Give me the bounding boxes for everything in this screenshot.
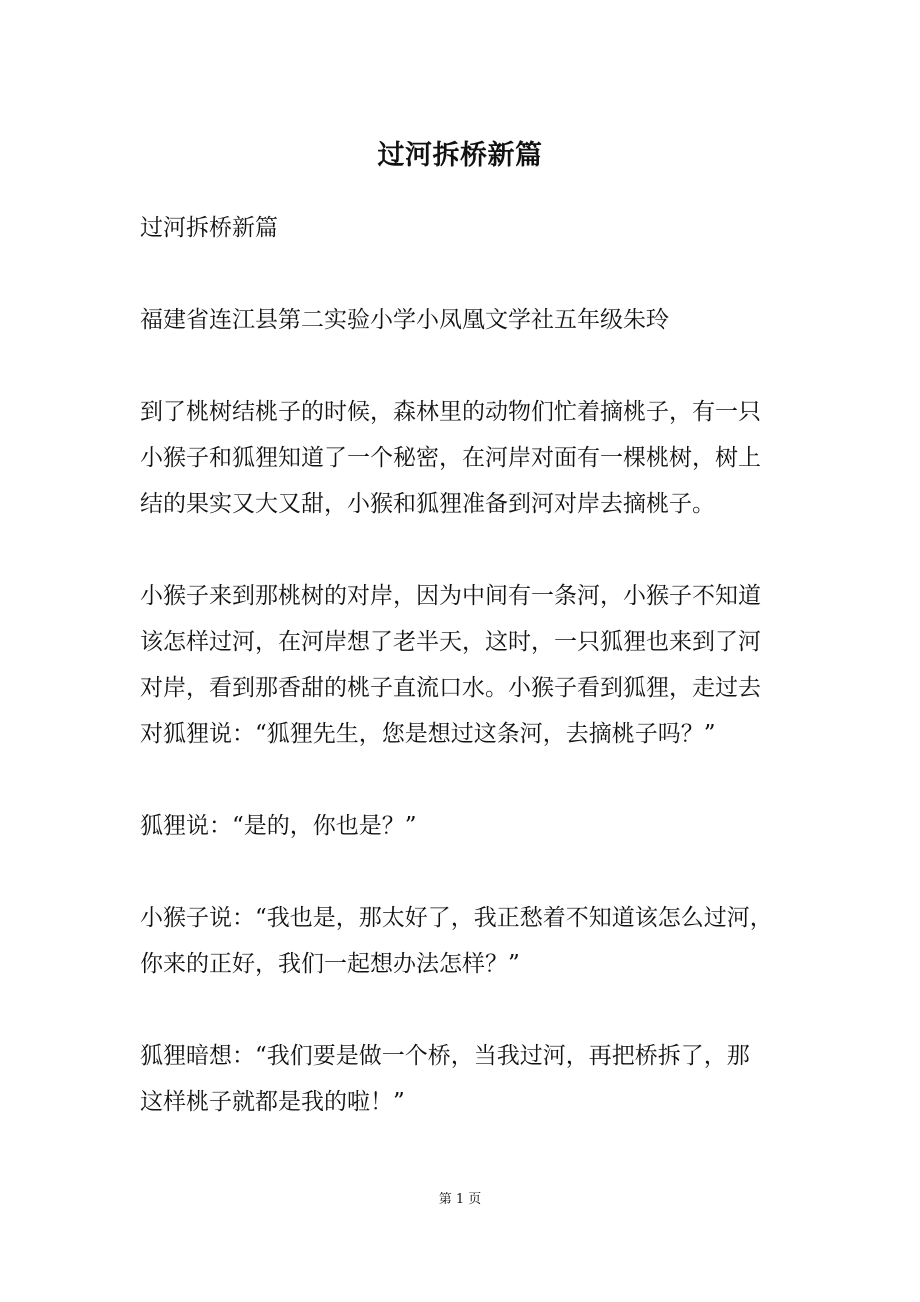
paragraph xyxy=(140,573,790,757)
text-line: 小猴子说：“我也是，那太好了，我正愁着不知道该怎么过河， xyxy=(140,905,773,931)
text-line: 狐狸说：“是的，你也是？” xyxy=(140,813,417,839)
paragraph xyxy=(140,895,790,987)
text-line: 到了桃树结桃子的时候，森林里的动物们忙着摘桃子，有一只 xyxy=(140,399,761,425)
page-number: 第 1 页 xyxy=(438,1192,482,1207)
text-line: 狐狸暗想：“我们要是做一个桥，当我过河，再把桥拆了，那 xyxy=(140,1043,750,1069)
paragraph xyxy=(140,803,790,849)
text-line: 小猴子和狐狸知道了一个秘密，在河岸对面有一棵桃树，树上 xyxy=(140,445,761,471)
text-line: 这样桃子就都是我的啦！” xyxy=(140,1089,405,1115)
document-body xyxy=(140,205,790,1171)
paragraph-subtitle xyxy=(140,205,790,251)
paragraph-author xyxy=(140,297,790,343)
text-line: 对狐狸说：“狐狸先生，您是想过这条河，去摘桃子吗？” xyxy=(140,721,716,747)
text-line: 对岸，看到那香甜的桃子直流口水。小猴子看到狐狸，走过去 xyxy=(140,675,761,701)
paragraph xyxy=(140,389,790,527)
text-line: 你来的正好，我们一起想办法怎样？” xyxy=(140,951,520,977)
text-line: 小猴子来到那桃树的对岸，因为中间有一条河，小猴子不知道 xyxy=(140,583,761,609)
page-title: 过河拆桥新篇 xyxy=(377,140,543,171)
text-line: 该怎样过河，在河岸想了老半天，这时，一只狐狸也来到了河 xyxy=(140,629,761,655)
text-line: 过河拆桥新篇 xyxy=(140,215,278,241)
text-line: 结的果实又大又甜，小猴和狐狸准备到河对岸去摘桃子。 xyxy=(140,491,715,517)
paragraph xyxy=(140,1033,790,1125)
text-line: 福建省连江县第二实验小学小凤凰文学社五年级朱玲 xyxy=(140,307,669,333)
